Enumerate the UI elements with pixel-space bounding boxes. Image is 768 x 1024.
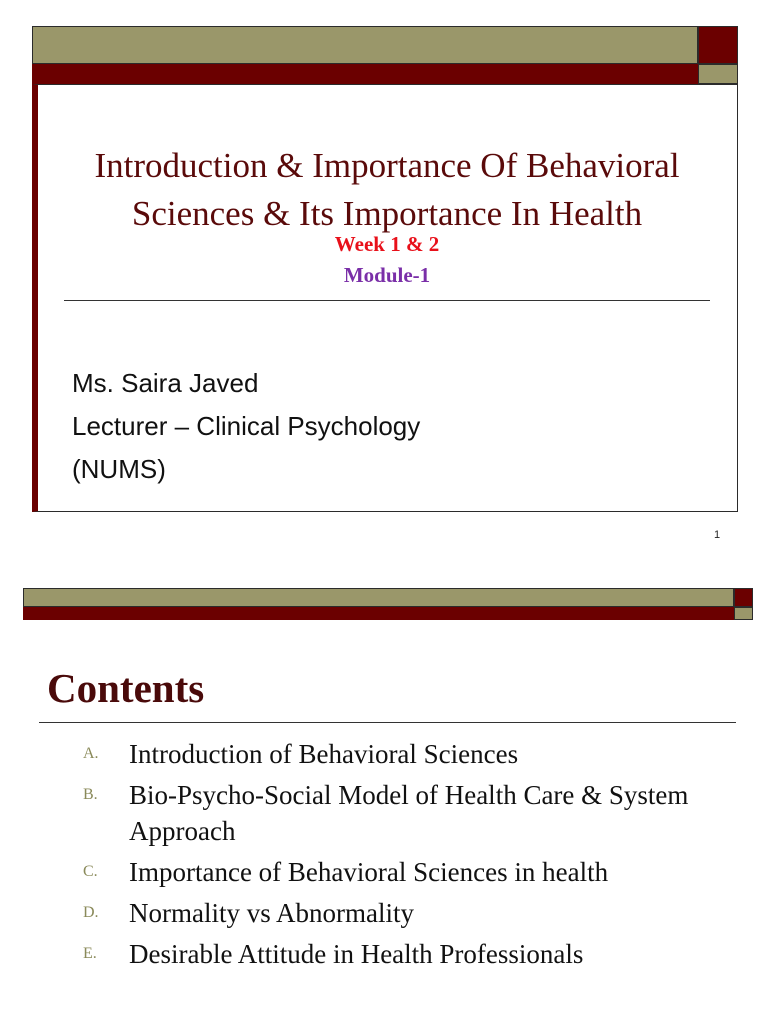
contents-slide [23,588,753,1024]
title-slide [32,26,738,512]
list-item-letter: D. [83,904,99,921]
slide-title [52,142,722,238]
header-square-olive [734,607,753,620]
list-item [83,736,723,772]
list-item-letter: E. [83,945,97,962]
slide-title-line1: Introduction & Importance Of Behavioral [94,146,680,185]
presenter-name: Ms. Saira Javed [72,368,259,398]
list-item-text: Importance of Behavioral Sciences in health [129,857,609,887]
header-band-olive [23,588,734,607]
list-item-text: Desirable Attitude in Health Professionals [129,939,584,969]
header-band-maroon [32,64,698,84]
list-item [83,895,723,931]
presenter-org: (NUMS) [72,454,166,484]
header-band-olive [32,26,698,64]
list-item [83,854,723,890]
header-square-maroon [734,588,753,607]
list-item-letter: C. [83,863,98,880]
module-label: Module-1 [343,263,431,287]
presenter-title: Lecturer – Clinical Psychology [72,411,421,441]
list-item-text: Normality vs Abnormality [129,898,414,928]
header-square-olive [698,64,738,84]
title-divider [64,300,710,301]
presenter-info [72,362,420,491]
contents-heading: Contents [47,665,205,711]
page-number: 1 [714,529,721,541]
heading-divider [39,722,736,723]
list-item [83,936,723,972]
list-item-text: Bio-Psycho-Social Model of Health Care & System Approach [129,780,689,846]
week-label: Week 1 & 2 [334,232,440,256]
list-item-text: Introduction of Behavioral Sciences [129,739,519,769]
header-square-maroon [698,26,738,64]
list-item-letter: A. [83,745,99,762]
list-item-letter: B. [83,786,98,803]
list-item [83,777,723,849]
header-band-maroon [23,607,734,620]
contents-list [83,736,723,977]
slide-title-line2: Sciences & Its Importance In Health [131,194,643,233]
